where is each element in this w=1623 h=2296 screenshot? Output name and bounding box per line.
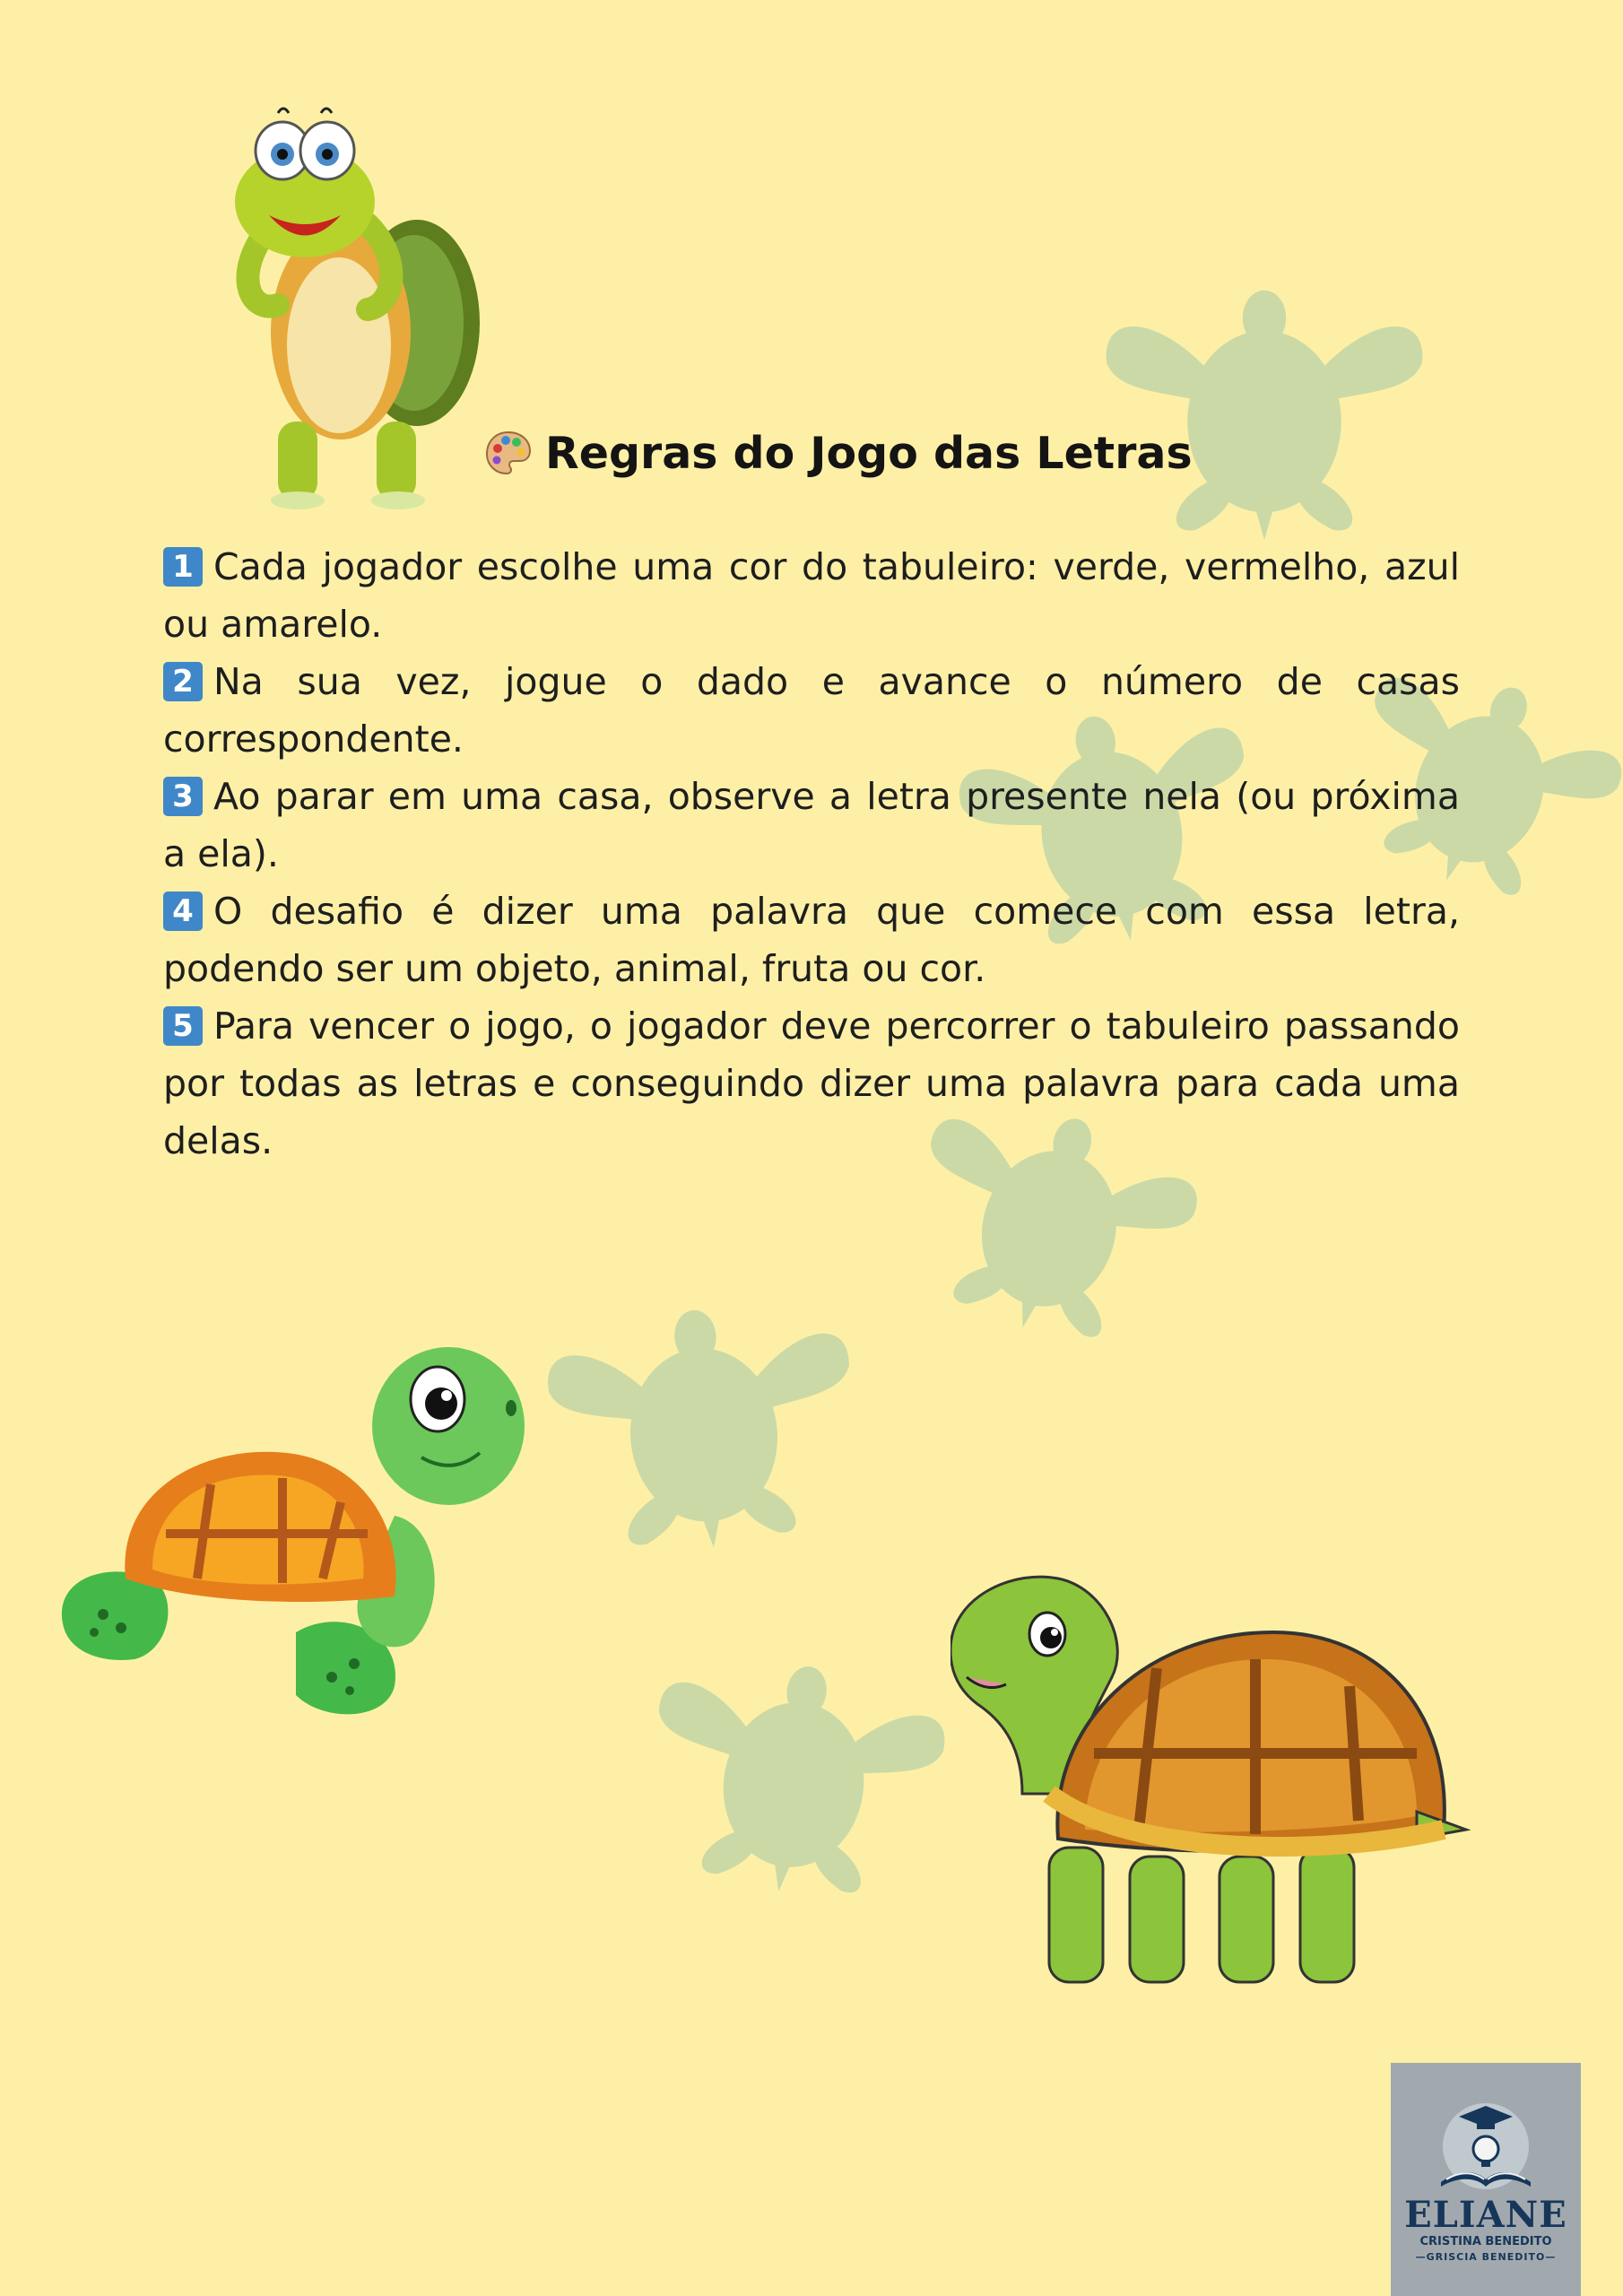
- rule-text-4: O desafio é dizer uma palavra que comece com essa letra, podendo ser um objeto, animal, fruta ou cor.: [163, 890, 1460, 990]
- title-text: Regras do Jogo das Letras: [545, 427, 1193, 479]
- rule-item-2: [163, 653, 1460, 768]
- rule-item-4: [163, 883, 1460, 997]
- author-logo: [1391, 2063, 1581, 2296]
- rule-item-1: [163, 538, 1460, 653]
- number-badge-4: 4: [163, 891, 203, 931]
- rule-item-5: [163, 997, 1460, 1170]
- standing-turtle-illustration: [215, 99, 484, 511]
- number-badge-3: 3: [163, 777, 203, 816]
- number-badge-1: 1: [163, 547, 203, 587]
- logo-name: ELIANE: [1404, 2194, 1567, 2236]
- rule-text-3: Ao parar em uma casa, observe a letra presente nela (ou próxima a ela).: [163, 775, 1460, 875]
- rules-list: [163, 538, 1460, 1170]
- rule-text-2: Na sua vez, jogue o dado e avance o número de casas correspondente.: [163, 660, 1460, 761]
- book-lightbulb-icon: [1432, 2097, 1540, 2196]
- rule-item-3: [163, 768, 1460, 883]
- swimming-turtle-illustration: [54, 1309, 556, 1731]
- rule-text-1: Cada jogador escolhe uma cor do tabuleiro: verde, vermelho, azul ou amarelo.: [163, 545, 1460, 646]
- walking-turtle-illustration: [950, 1561, 1471, 2000]
- palette-icon: [484, 429, 533, 477]
- page-title: [484, 422, 1193, 484]
- logo-subtitle-2: —GRISCIA BENEDITO—: [1415, 2251, 1557, 2263]
- logo-subtitle-1: CRISTINA BENEDITO: [1419, 2235, 1552, 2248]
- number-badge-5: 5: [163, 1006, 203, 1046]
- rule-text-5: Para vencer o jogo, o jogador deve percorrer o tabuleiro passando por todas as letras e conseguindo dizer uma palavra para cada uma delas.: [163, 1004, 1460, 1162]
- number-badge-2: 2: [163, 662, 203, 701]
